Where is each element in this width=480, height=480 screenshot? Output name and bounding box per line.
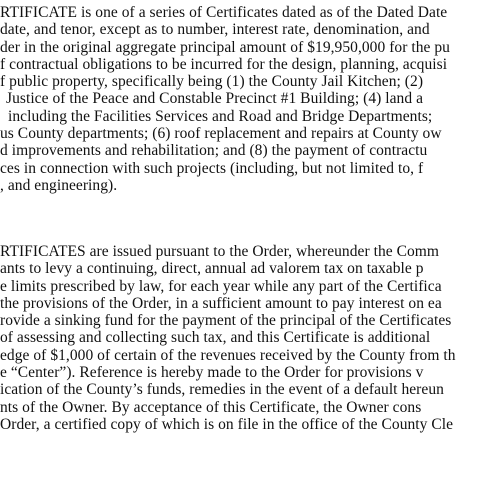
text-line: f contractual obligations to be incurred for the design, planning, acquisi <box>0 55 448 73</box>
text-line: Justice of the Peace and Constable Precinct #1 Building; (4) land a <box>6 90 424 108</box>
text-line: ces in connection with such projects (including, but not limited to, f <box>0 159 424 177</box>
text-line: of assessing and collecting such tax, and this Certificate is additional <box>0 329 431 347</box>
text-line: ants to levy a continuing, direct, annual ad valorem tax on taxable p <box>0 260 424 278</box>
text-line: der in the original aggregate principal amount of $19,950,000 for the pu <box>0 38 450 56</box>
text-line: e “Center”). Reference is hereby made to the Order for provisions v <box>0 364 424 382</box>
text-line: us County departments; (6) roof replacement and repairs at County ow <box>0 125 442 143</box>
text-line: Order, a certified copy of which is on file in the office of the County Cle <box>0 415 454 433</box>
text-line: d improvements and rehabilitation; and (8) the payment of contractu <box>0 142 428 160</box>
text-line: nts of the Owner. By acceptance of this Certificate, the Owner cons <box>0 398 422 416</box>
text-line: including the Facilities Services and Road and Bridge Departments; <box>8 107 433 125</box>
paragraph-certificate-series <box>0 4 480 194</box>
text-line: date, and tenor, except as to number, interest rate, denomination, and <box>0 21 430 39</box>
text-line: rovide a sinking fund for the payment of the principal of the Certificates <box>0 312 452 330</box>
text-line: ication of the County’s funds, remedies in the event of a default hereun <box>0 381 444 399</box>
text-line: , and engineering). <box>0 176 118 194</box>
text-line: edge of $1,000 of certain of the revenues received by the County from th <box>0 346 456 364</box>
text-line: the provisions of the Order, in a sufficient amount to pay interest on ea <box>0 294 442 312</box>
text-line: RTIFICATES are issued pursuant to the Order, whereunder the Comm <box>0 243 440 260</box>
paragraph-certificates-issued <box>0 243 480 433</box>
text-line: RTIFICATE is one of a series of Certificates dated as of the Dated Date <box>0 4 448 21</box>
text-line: f public property, specifically being (1) the County Jail Kitchen; (2) <box>0 73 424 91</box>
text-line: e limits prescribed by law, for each year while any part of the Certifica <box>0 277 442 295</box>
